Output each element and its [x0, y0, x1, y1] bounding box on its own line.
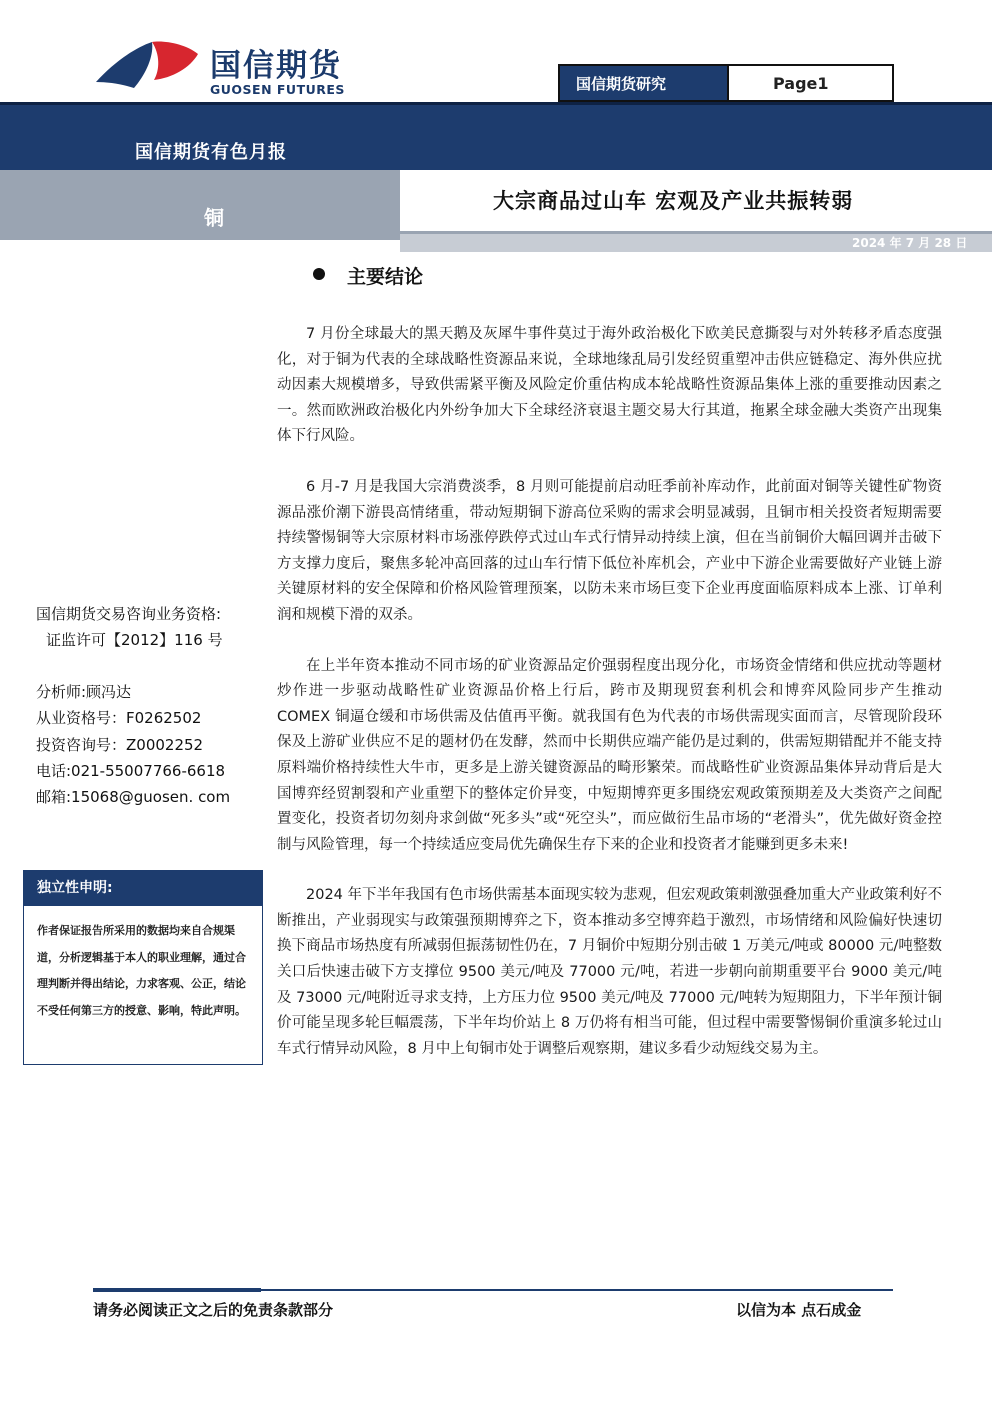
qualification-line: 国信期货交易咨询业务资格:: [36, 605, 222, 623]
paragraph: 在上半年资本推动不同市场的矿业资源品定价强弱程度出现分化，市场资金情绪和供应扰动等题材炒作进一步驱动战略性矿业资源品价格上行后，跨市及期现贸套利机会和博弈风险同步产生推动 COMEX 铜逼仓缓和市场供需及估值再平衡。就我国有色为代表的市场供需现实面而言，尽管现阶段环保及上游矿业供应不足的题材仍在发酵，然而中长期供应端产能仍是过剩的，供需短期错配并不能支持原料端价格持续性大牛市，更多是上游关键资源品的畸形繁荣。而战略性矿业资源品集体异动背后是大国博弈经贸割裂和产业重塑下的整体定价异变，中短期博弈更多围绕宏观政策预期差及大类资产之间配置变化，投资者切勿刻舟求剑做“死多头”或“死空头”，而应做衍生品市场的“老滑头”，优先做好资金控制与风险管理，每一个持续适应变局优先确保生存下来的企业和投资者才能赚到更多未来!: [277, 657, 942, 853]
paragraph: 6 月-7 月是我国大宗消费淡季，8 月则可能提前启动旺季前补库动作，此前面对铜等关键性矿物资源品涨价潮下游畏高情绪重，带动短期铜下游高位采购的需求会明显减弱，且铜市相关投资者短期需要持续警惕铜等大宗原材料市场涨停跌停式过山车式行情异动持续上演，但在当前铜价大幅回调并击破下方支撑力度后，聚焦多轮冲高回落的过山车行情下低位补库机会，产业中下游企业需要做好产业链上游关键原材料的安全保障和价格风险管理预案，以防未来市场巨变下企业再度面临原料成本上涨、订单利润和规模下滑的双杀。: [277, 478, 942, 623]
paragraph: 2024 年下半年我国有色市场供需基本面现实较为悲观，但宏观政策刺激强叠加重大产业政策利好不断推出，产业弱现实与政策强预期博弈之下，资本推动多空博弈趋于激烈，市场情绪和风险偏好快速切换下商品市场热度有所减弱但振荡韧性仍在，7 月铜价中短期分别击破 1 万美元/吨或 80000 元/吨整数关口后快速击破下方支撑位 9500 美元/吨及 77000 元/吨，若进一步朝向前期重要平台 9000 美元/吨及 73000 元/吨附近寻求支持，上方压力位 9500 美元/吨及 77000 元/吨转为短期阻力，下半年预计铜价可能呈现多轮巨幅震荡，下半年均价站上 8 万仍将有相当可能，但过程中需要警惕铜价重演多轮过山车式行情异动风险，8 月中上旬铜市处于调整后观察期，建议多看少动短线交易为主。: [277, 887, 943, 1057]
main-body: [277, 322, 942, 1087]
metal-label: 铜: [204, 206, 224, 230]
declaration-text: 作者保证报告所采用的数据均来自合规渠道，分析逻辑基于本人的职业理解，通过合理判断并得出结论，力求客观、公正，结论不受任何第三方的授意、影响，特此声明。: [37, 924, 246, 1017]
qualification-block: [36, 601, 223, 653]
research-label: 国信期货研究: [560, 66, 727, 100]
guosen-logo-icon: [94, 38, 204, 96]
license-number: 证监许可【2012】116 号: [46, 631, 223, 649]
logo-text-cn: 国信期货: [210, 48, 342, 84]
company-slogan: 以信为本 点石成金: [736, 1301, 862, 1319]
analyst-contacts: [36, 679, 230, 810]
advisory-license: 投资咨询号：Z0002252: [36, 735, 204, 754]
header-label-box: [558, 64, 894, 102]
metal-block: [0, 170, 400, 240]
report-title: 大宗商品过山车 宏观及产业共振转弱: [493, 189, 854, 213]
footer-divider-accent: [93, 1288, 261, 1292]
logo-text-en: GUOSEN FUTURES: [210, 82, 345, 97]
practitioner-license: 从业资格号：F0262502: [36, 709, 202, 728]
phone-number: 电话:021-55007766-6618: [36, 761, 226, 780]
section-title: 主要结论: [347, 266, 424, 288]
analyst-name: 分析师:顾冯达: [36, 683, 132, 701]
bullet-icon: [313, 268, 325, 280]
disclaimer-notice: 请务必阅读正文之后的免责条款部分: [93, 1301, 334, 1319]
report-date: 2024 年 7 月 28 日: [852, 236, 968, 250]
email-address: 邮箱:15068@guosen. com: [36, 788, 231, 807]
declaration-title: 独立性申明:: [23, 870, 263, 906]
series-title: 国信期货有色月报: [135, 142, 287, 163]
paragraph: 7 月份全球最大的黑天鹅及灰犀牛事件莫过于海外政治极化下欧美民意撕裂与对外转移矛盾态度强化，对于铜为代表的全球战略性资源品来说，全球地缘乱局引发经贸重塑冲击供应链稳定、海外供应扰动因素大规模增多，导致供需紧平衡及风险定价重估构成本轮战略性资源品集体上涨的重要推动因素之一。然而欧洲政治极化内外纷争加大下全球经济衰退主题交易大行其道，拖累全球金融大类资产出现集体下行风险。: [277, 326, 942, 445]
page-label: Page1: [727, 66, 892, 100]
